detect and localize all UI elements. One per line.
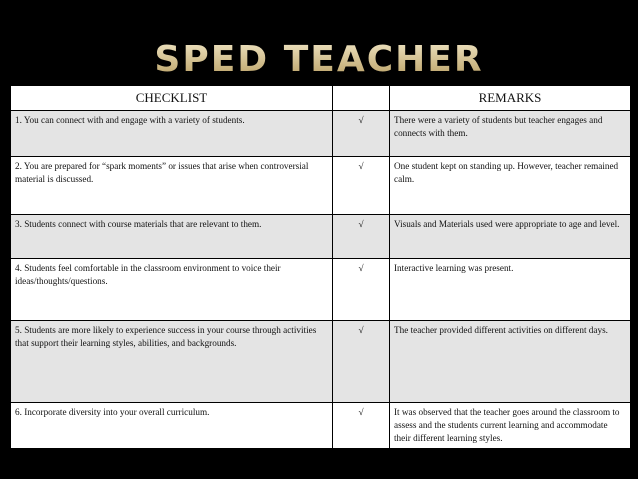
remark: There were a variety of students but teacher engages and connects with them. [390, 111, 631, 157]
checklist-item: 5. Students are more likely to experience success in your course through activities that support their learning styles, abilities, and backgrounds. [11, 321, 333, 403]
check-mark: √ [333, 111, 390, 157]
table-row [11, 215, 631, 259]
checklist-item: 3. Students connect with course materials that are relevant to them. [11, 215, 333, 259]
table-row [11, 157, 631, 215]
checklist-item: 1. You can connect with and engage with a variety of students. [11, 111, 333, 157]
table-row [11, 259, 631, 321]
check-mark: √ [333, 157, 390, 215]
remark: One student kept on standing up. However, teacher remained calm. [390, 157, 631, 215]
table-row [11, 111, 631, 157]
checklist-item: 6. Incorporate diversity into your overall curriculum. [11, 403, 333, 449]
header-checklist: CHECKLIST [11, 86, 333, 111]
checklist-item: 2. You are prepared for “spark moments” or issues that arise when controversial material is discussed. [11, 157, 333, 215]
header-check [333, 86, 390, 111]
check-mark: √ [333, 321, 390, 403]
check-mark: √ [333, 259, 390, 321]
remark: Visuals and Materials used were appropriate to age and level. [390, 215, 631, 259]
check-mark: √ [333, 215, 390, 259]
checklist-item: 4. Students feel comfortable in the classroom environment to voice their ideas/thoughts/questions. [11, 259, 333, 321]
remark: The teacher provided different activities on different days. [390, 321, 631, 403]
table-row [11, 321, 631, 403]
remark: It was observed that the teacher goes around the classroom to assess and the students current learning and accommodate their different learning styles. [390, 403, 631, 449]
table-header-row [11, 86, 631, 111]
remark: Interactive learning was present. [390, 259, 631, 321]
slide-title: SPED TEACHER [0, 38, 638, 82]
header-remarks: REMARKS [390, 86, 631, 111]
checklist-table [10, 85, 631, 449]
check-mark: √ [333, 403, 390, 449]
table-row [11, 403, 631, 449]
